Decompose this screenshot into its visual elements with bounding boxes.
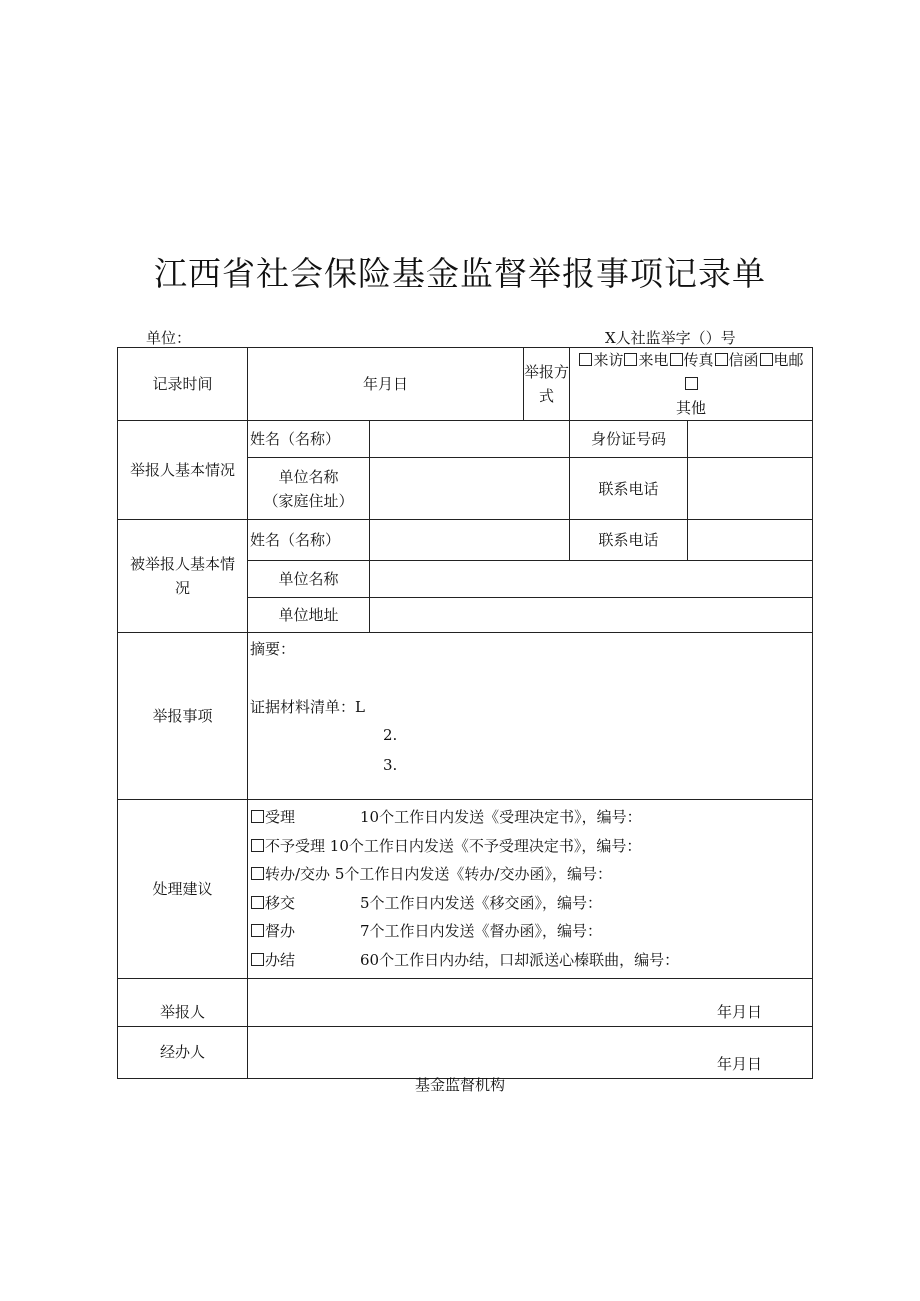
evidence-item-3: 3.	[383, 756, 398, 774]
checkbox-icon[interactable]	[251, 896, 264, 909]
evidence-item-2: 2.	[383, 726, 398, 744]
handler-sign-date[interactable]: 年月日	[248, 1026, 813, 1078]
checkbox-icon[interactable]	[715, 353, 728, 366]
checkbox-icon[interactable]	[251, 810, 264, 823]
checkbox-icon[interactable]	[579, 353, 592, 366]
reported-org-address-field[interactable]	[370, 598, 813, 633]
handling-option-accept[interactable]: 受理 10个工作日内发送《受理决定书》，编号：	[250, 803, 810, 832]
method-option-fax[interactable]: 传真	[669, 351, 714, 369]
reported-org-address-label: 单位地址	[248, 598, 370, 633]
document-number: X人社监举字（）号	[605, 329, 736, 347]
reporter-id-field[interactable]	[688, 421, 813, 458]
handling-option-transfer[interactable]: 转办/交办 5个工作日内发送《转办/交办函》，编号：	[250, 860, 810, 889]
evidence-list-label: 证据材料清单：L	[250, 698, 365, 716]
checkbox-icon[interactable]	[251, 953, 264, 966]
reporter-name-field[interactable]	[370, 421, 570, 458]
reporter-name-label: 姓名（名称）	[248, 421, 370, 458]
reporter-sign-label: 举报人	[118, 978, 248, 1026]
checkbox-icon[interactable]	[670, 353, 683, 366]
handling-row	[118, 800, 813, 979]
reporter-org-field[interactable]	[370, 458, 570, 520]
method-option-email[interactable]: 电邮	[759, 351, 804, 369]
checkbox-icon[interactable]	[760, 353, 773, 366]
checkbox-icon[interactable]	[251, 839, 264, 852]
reported-row-1	[118, 520, 813, 561]
reported-section-label-line1: 被举报人基本情	[129, 555, 235, 573]
reporter-phone-label: 联系电话	[570, 458, 688, 520]
handling-section-label: 处理建议	[118, 800, 248, 979]
matter-summary-label: 摘要：	[250, 640, 296, 658]
handling-option-reject[interactable]: 不予受理 10个工作日内发送《不予受理决定书》，编号：	[250, 832, 810, 861]
report-method-label-line1: 举报方	[524, 363, 570, 381]
record-time-row	[118, 348, 813, 421]
matter-section-label: 举报事项	[118, 633, 248, 800]
reported-org-name-label: 单位名称	[248, 561, 370, 598]
method-option-visit[interactable]: 来访	[578, 351, 623, 369]
reporter-org-label-line1: 单位名称	[278, 467, 339, 486]
reporter-section-label: 举报人基本情况	[118, 421, 248, 520]
matter-row	[118, 633, 813, 800]
handler-sign-row	[118, 1026, 813, 1078]
reporter-id-label: 身份证号码	[570, 421, 688, 458]
checkbox-icon[interactable]	[251, 867, 264, 880]
page-title: 江西省社会保险基金监督举报事项记录单	[154, 254, 766, 293]
reported-section-label-line2: 况	[174, 579, 190, 597]
reported-phone-label: 联系电话	[570, 520, 688, 561]
reported-name-label: 姓名（名称）	[248, 520, 370, 561]
report-method-options	[570, 348, 813, 421]
handling-option-supervise[interactable]: 督办 7个工作日内发送《督办函》，编号：	[250, 917, 810, 946]
reporter-phone-field[interactable]	[688, 458, 813, 520]
reporter-org-label	[248, 458, 370, 520]
handler-sign-label: 经办人	[118, 1026, 248, 1078]
matter-content[interactable]	[248, 633, 813, 800]
method-option-phone[interactable]: 来电	[623, 351, 668, 369]
report-record-form	[117, 347, 813, 1079]
handling-options	[248, 800, 813, 979]
reporter-sign-date[interactable]: 年月日	[248, 978, 813, 1026]
reported-name-field[interactable]	[370, 520, 570, 561]
reported-phone-field[interactable]	[688, 520, 813, 561]
report-method-label	[524, 348, 570, 421]
handling-option-conclude[interactable]: 办结 60个工作日内办结，口却派送心榛联曲，编号：	[250, 946, 810, 975]
footer-organization: 基金监督机构	[414, 1076, 505, 1094]
reported-section-label	[118, 520, 248, 633]
unit-label: 单位：	[146, 329, 192, 347]
method-option-other: 其他	[676, 399, 707, 417]
reporter-row-1	[118, 421, 813, 458]
method-option-letter[interactable]: 信函	[714, 351, 759, 369]
checkbox-icon[interactable]	[624, 353, 637, 366]
reporter-sign-row	[118, 978, 813, 1026]
report-method-label-line2: 式	[538, 387, 554, 405]
reported-org-name-field[interactable]	[370, 561, 813, 598]
reporter-org-label-line2: （家庭住址）	[263, 491, 354, 510]
handling-option-handover[interactable]: 移交 5个工作日内发送《移交函》，编号：	[250, 889, 810, 918]
checkbox-icon[interactable]	[685, 377, 698, 390]
checkbox-icon[interactable]	[251, 924, 264, 937]
record-time-value[interactable]: 年月日	[248, 348, 524, 421]
record-time-label: 记录时间	[118, 348, 248, 421]
